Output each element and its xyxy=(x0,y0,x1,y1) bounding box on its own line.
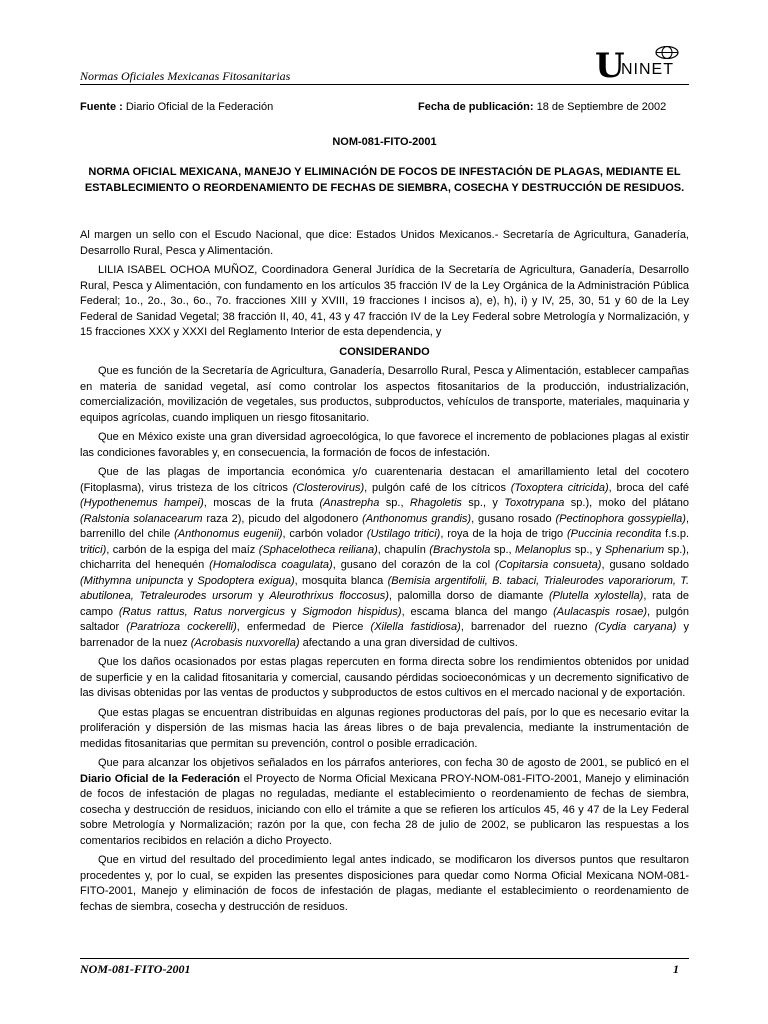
paragraph-text: , carbón de la espiga del maíz xyxy=(106,543,259,556)
species-name: (Aulacaspis rosae) xyxy=(553,605,648,618)
paragraph-text: , rata de campo xyxy=(80,590,690,618)
species-name: (Hypothenemus hampei) xyxy=(80,497,204,509)
paragraph-text: , pulgón saltador xyxy=(80,605,689,633)
document-body xyxy=(80,228,689,919)
page-number: 1 xyxy=(673,962,679,976)
paragraph-text: , mosquita blanca xyxy=(294,574,388,587)
source-line xyxy=(80,101,689,113)
species-name: (Homalodisca coagulata) xyxy=(209,559,333,571)
paragraph-text: y barrenador de la nuez xyxy=(80,621,690,649)
intro-paragraph-authority: LILIA ISABEL OCHOA MUÑOZ, Coordinadora General Jurídica de la Secretaría de Agricultura, Ganadería, Desarrollo Rural, Pesca y Alimentación, con fundamento en los artículos 35 fracción IV de la Ley Orgánica de la Administración Pública Federal; 1o., 2o., 3o., 6o., 7o. fracciones XIII y XVIII, 19 fracciones I incisos a), e), h), i) y IV, 25, 30, 51 y 60 de la Ley Federal de Sanidad Vegetal; 38 fracción II, 40, 41, 43 y 47 fracción IV de la Ley Federal sobre Metrología y Normalización, y 15 fracciones XXX y XXXI del Reglamento Interior de esta dependencia, y xyxy=(80,264,689,338)
species-name: Sphenarium xyxy=(604,543,665,556)
paragraph-text: sp., y xyxy=(461,497,505,509)
considerando-paragraph-6 xyxy=(80,756,689,849)
species-name: (Ralstonia solanacearum xyxy=(80,512,203,525)
paragraph-text: Que de las plagas de importancia económica y/o cuarentenaria destacan el amarillamiento letal del cocotero (Fitoplasma), virus tristeza de los cítricos xyxy=(80,466,689,494)
paragraph-text: , gusano del corazón de la col xyxy=(332,559,496,571)
considerando-paragraph-2: Que en México existe una gran diversidad agroecológica, lo que favorece el incremento de poblaciones plagas al existir las condiciones favorables y, en consecuencia, la formación de focos de infestación. xyxy=(80,431,689,459)
paragraph-text: raza 2), picudo del algodonero xyxy=(202,512,363,525)
species-name: (Acrobasis nuxvorella) xyxy=(190,636,300,649)
paragraph-text: afectando a una gran diversidad de cultivos. xyxy=(299,636,518,649)
species-name: Rhagoletis xyxy=(409,497,462,509)
paragraph-text: , broca del café xyxy=(608,481,690,494)
paragraph-text: sp., y xyxy=(571,543,605,556)
paragraph-text: , chapulín xyxy=(377,543,430,556)
considerando-paragraph-1: Que es función de la Secretaría de Agricultura, Ganadería, Desarrollo Rural, Pesca y Alimentación, establecer campañas en materia de sanidad vegetal, así como controlar los aspectos fitosanitarios de la producción, industrialización, comercialización, movilización de vegetales, sus productos, subproductos, vehículos de transporte, materiales, maquinaria y equipos agrícolas, cuando impliquen un riesgo fitosanitario. xyxy=(80,365,689,424)
species-name: (Sphacelotheca reiliana) xyxy=(258,543,378,556)
paragraph-text: Que para alcanzar los objetivos señalados en los párrafos anteriores, con fecha 30 de agosto de 2001, se publicó en el xyxy=(98,757,689,769)
species-name: (Cydia caryana) xyxy=(594,621,677,633)
species-name: (Ratus rattus, Ratus norvergicus xyxy=(118,605,285,618)
page-footer xyxy=(80,958,689,978)
globe-icon xyxy=(655,46,679,59)
species-name: Sigmodon hispidus) xyxy=(302,605,402,618)
source-value: Diario Oficial de la Federación xyxy=(125,101,274,113)
footer-divider xyxy=(80,958,689,959)
date-label: Fecha de publicación: xyxy=(418,101,534,113)
source-label: Fuente : xyxy=(80,101,123,113)
logo-letter: U xyxy=(595,46,625,86)
paragraph-text: sp.), chicharrita del henequén xyxy=(80,543,689,571)
species-name: ritici) xyxy=(83,543,107,556)
species-name: (Pectinophora gossypiella) xyxy=(555,512,686,525)
species-name: (Anthonomus eugenii) xyxy=(174,528,283,540)
paragraph-text: , pulgón café de los cítricos xyxy=(364,481,511,494)
paragraph-text: sp., xyxy=(490,543,516,556)
species-name: (Anthonomus grandis) xyxy=(362,512,472,525)
considerando-heading: CONSIDERANDO xyxy=(339,345,430,358)
page-header xyxy=(80,46,689,88)
header-divider xyxy=(80,84,689,85)
species-name: Aleurothrixus floccosus) xyxy=(269,590,389,602)
paragraph-text: el Proyecto de Norma Oficial Mexicana PROY-NOM-081-FITO-2001, Manejo y eliminación de focos de infestación de plagas no reguladas, mediante el establecimiento o reordenamiento de fechas de siembra, cosecha y destrucción de residuos, iniciando con ello el trámite a que se refieren los artículos 45, 46 y 47 de la Ley Federal sobre Metrología y Normalización; razón por la que, con fecha 28 de julio de 2002, se publicaron las respuestas a los comentarios recibidos en relación a dicho Proyecto. xyxy=(80,772,690,847)
species-name: (Bemisia argentifolii, B. tabaci, Trialeurodes vaporariorum, T. abutilonea, Tetraleurodes ursorum xyxy=(80,574,689,602)
paragraph-text: , roya de la hoja de trigo xyxy=(440,528,567,540)
paragraph-text: , carbón volador xyxy=(282,528,367,540)
species-name: Toxotrypana xyxy=(504,497,565,509)
paragraph-text: , gusano soldado xyxy=(601,559,689,571)
species-name: (Copitarsia consueta) xyxy=(495,559,602,571)
considerando-paragraph-5: Que estas plagas se encuentran distribuidas en algunas regiones productoras del país, por lo que es necesario evitar la proliferación y dispersión de las mismas hacia las áreas libres o de baja prevalencia, mediante la instrumentación de medidas fitosanitarias que permitan su prevención, control o posible erradicación. xyxy=(80,706,689,750)
dof-reference: Diario Oficial de la Federación xyxy=(80,772,241,785)
paragraph-text: sp., xyxy=(379,497,410,509)
considerando-paragraph-pests xyxy=(80,465,689,651)
species-name: (Toxoptera citricida) xyxy=(510,481,609,494)
date-value: 18 de Septiembre de 2002 xyxy=(536,101,667,113)
species-name: (Mithymna unipuncta xyxy=(80,574,184,587)
paragraph-text: , escama blanca del mango xyxy=(401,605,554,618)
paragraph-text: , enfermedad de Pierce xyxy=(236,621,371,633)
species-name: (Xilella fastidiosa) xyxy=(370,621,461,633)
considerando-paragraph-4: Que los daños ocasionados por estas plagas repercuten en forma directa sobre los rendimientos obtenidos por unidad de superficie y en la calidad fitosanitaria y comercial, causando pérdidas socioeconómicas y un decremento significativo de las divisas obtenidas por las ventas de productos y subproductos de estos cultivos en el mercado nacional y de exportación. xyxy=(80,656,689,699)
paragraph-text: , barrenillo del chile xyxy=(80,512,689,540)
intro-paragraph-seal: Al margen un sello con el Escudo Nacional, que dice: Estados Unidos Mexicanos.- Secretaría de Agricultura, Ganadería, Desarrollo Rural, Pesca y Alimentación. xyxy=(80,229,689,257)
paragraph-text: , moscas de la fruta xyxy=(203,497,320,509)
species-name: (Plutella xylostella) xyxy=(548,590,644,602)
species-name: (Closterovirus) xyxy=(292,481,365,494)
paragraph-text: , palomilla dorso de diamante xyxy=(388,590,549,602)
species-name: (Brachystola xyxy=(429,543,491,556)
species-name: (Ustilago tritici) xyxy=(366,528,441,540)
document-number: NOM-081-FITO-2001 xyxy=(332,136,437,148)
species-name: (Puccinia recondita xyxy=(566,528,662,540)
species-name: (Paratrioza cockerelli) xyxy=(126,621,237,633)
publication-date xyxy=(418,101,666,113)
header-title: Normas Oficiales Mexicanas Fitosanitarias xyxy=(80,69,291,83)
document-title: NORMA OFICIAL MEXICANA, MANEJO Y ELIMINACIÓN DE FOCOS DE INFESTACIÓN DE PLAGAS, MEDIANTE EL ESTABLECIMIENTO O REORDENAMIENTO DE FECHAS DE SIEMBRA, COSECHA Y DESTRUCCIÓN DE RESIDUOS. xyxy=(84,166,685,194)
paragraph-text: y xyxy=(284,605,303,618)
paragraph-text: y xyxy=(183,574,198,587)
paragraph-text: , gusano rosado xyxy=(471,512,556,525)
uninet-logo xyxy=(595,44,689,84)
species-name: (Anastrepha xyxy=(319,497,380,509)
considerando-paragraph-7: Que en virtud del resultado del procedimiento legal antes indicado, se modificaron los diversos puntos que resultaron procedentes y, por lo cual, se expiden las presentes disposiciones para quedar como Norma Oficial Mexicana NOM-081-FITO-2001, Manejo y eliminación de focos de infestación de plagas, mediante el establecimiento o reordenamiento de fechas de siembra, cosecha y destrucción de residuos. xyxy=(80,854,689,913)
paragraph-text: f.s.p. t xyxy=(80,528,690,556)
species-name: Melanoplus xyxy=(515,543,572,556)
logo-text: NINET xyxy=(621,61,674,78)
footer-doc-number: NOM-081-FITO-2001 xyxy=(80,962,191,976)
paragraph-text: , barrenador del ruezno xyxy=(460,621,595,633)
species-name: Spodoptera exigua) xyxy=(197,574,295,587)
paragraph-text: sp.), moko del plátano xyxy=(564,497,690,509)
paragraph-text: y xyxy=(252,590,270,602)
